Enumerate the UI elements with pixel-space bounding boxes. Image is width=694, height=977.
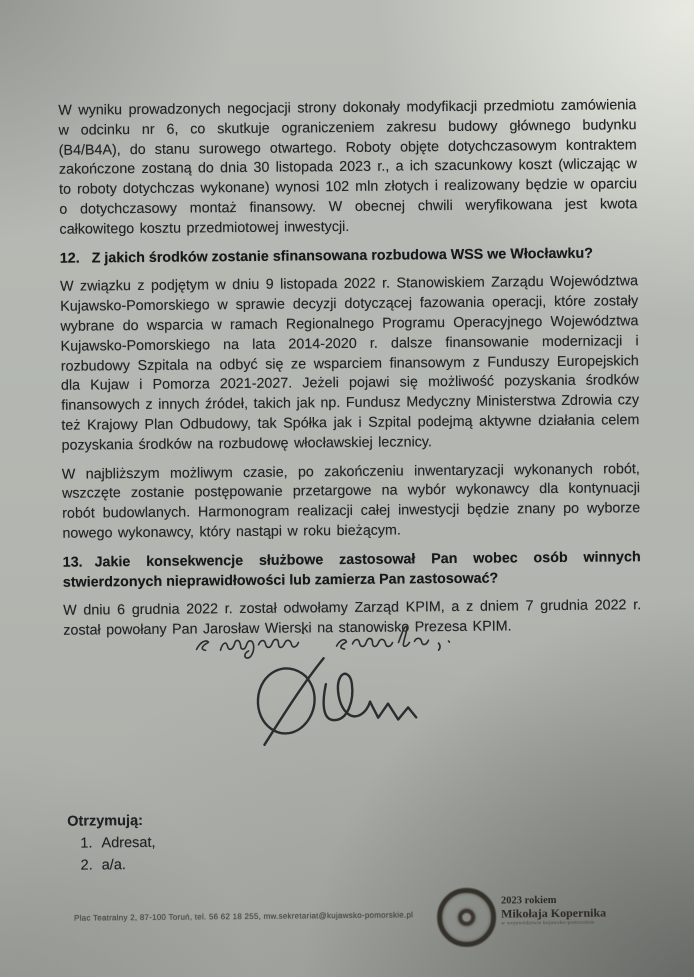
paragraph-tender: W najbliższym możliwym czasie, po zakończeniu inwentaryzacji wykonanych robót, wszczęte zostanie postępowanie przetargowe na wybór wykonawcy dla kontynuacji robót budowlanych. Harmonogram realizacji całej inwestycji będzie znany po wyborze nowego wykonawcy, który nastąpi w roku bieżącym. — [61, 460, 641, 542]
question-13-text: Jakie konsekwencje służbowe zastosował Pan wobec osób winnych stwierdzonych nieprawidłowości lub zamierza Pan zastosować? — [62, 548, 641, 591]
list-item-label: a/a. — [101, 857, 126, 874]
question-13-number: 13. — [62, 554, 83, 571]
list-item-number: 2. — [80, 857, 93, 874]
copernicus-year-label — [501, 895, 606, 928]
list-item-number: 1. — [80, 835, 93, 852]
list-item — [68, 854, 156, 877]
paragraph-negotiations: W wyniku prowadzonych negocjacji strony dokonały modyfikacji przedmiotu zamówienia w odcinku nr 6, co skutkuje ograniczeniem zakresu budowy głównego budynku (B4/B4A), do stanu surowego otwartego. Roboty objęte dotychczasowym kontraktem zakończone zostaną do dnia 30 listopada 2023 r., a ich szacunkowy koszt (wliczając w to roboty dotychczas wykonane) wynosi 102 mln złotych i realizowany będzie w oparciu o dotychczasowy montaż finansowy. W obecnej chwili weryfikowana jest kwota całkowitego kosztu przedmiotowej inwestycji. — [58, 97, 638, 238]
question-12-number: 12. — [59, 250, 80, 267]
question-12-text: Z jakich środków zostanie sfinansowana rozbudowa WSS we Włocławku? — [91, 245, 593, 267]
distribution-list — [67, 810, 156, 877]
signature — [242, 653, 433, 750]
stamp-region-line: w województwie kujawsko-pomorskim — [501, 919, 595, 927]
distribution-heading: Otrzymują: — [67, 812, 144, 830]
paragraph-board-change: W dniu 6 grudnia 2022 r. został odwołamy Zarząd KPIM, a z dniem 7 grudnia 2022 r. został powołany Pan Jarosław Wierski na stanowisko Prezesa KPIM. — [63, 597, 642, 639]
stamp-inner-ring-icon — [458, 909, 475, 926]
copernicus-stamp-icon — [437, 888, 497, 948]
list-item-label: Adresat, — [101, 834, 156, 852]
stamp-year-line: 2023 rokiem — [500, 895, 557, 907]
stamp-name-line: Mikołaja Kopernika — [501, 905, 607, 921]
letter-body — [58, 96, 641, 650]
footer-address: Plac Teatralny 2, 87-100 Toruń, tel. 56 62 18 255, mw.sekretariat@kujawsko-pomorskie.pl — [74, 910, 414, 923]
paragraph-funding: W związku z podjętym w dniu 9 listopada 2022 r. Stanowiskiem Zarządu Województwa Kujawsko-Pomorskiego w sprawie decyzji dotyczącej fazowania operacji, które zostały wybrane do wsparcia w ramach Regionalnego Programu Operacyjnego Województwa Kujawsko-Pomorskiego na lata 2014-2020 r. dalsze finansowanie modernizacji i rozbudowy Szpitala na odbyć się ze wsparciem finansowym z Funduszy Europejskich dla Kujaw i Pomorza 2021-2027. Jeżeli pojawi się możliwość pozyskania środków finansowych z innych źródeł, takich jak np. Fundusz Medyczny Ministerstwa Zdrowia czy też Krajowy Plan Odbudowy, tak Spółka jak i Szpital podejmą aktywne działania celem pozyskania środków na rozbudowę włocławskiej lecznicy. — [59, 273, 640, 454]
list-item — [67, 832, 155, 855]
question-13 — [63, 548, 641, 593]
question-12 — [60, 244, 638, 269]
